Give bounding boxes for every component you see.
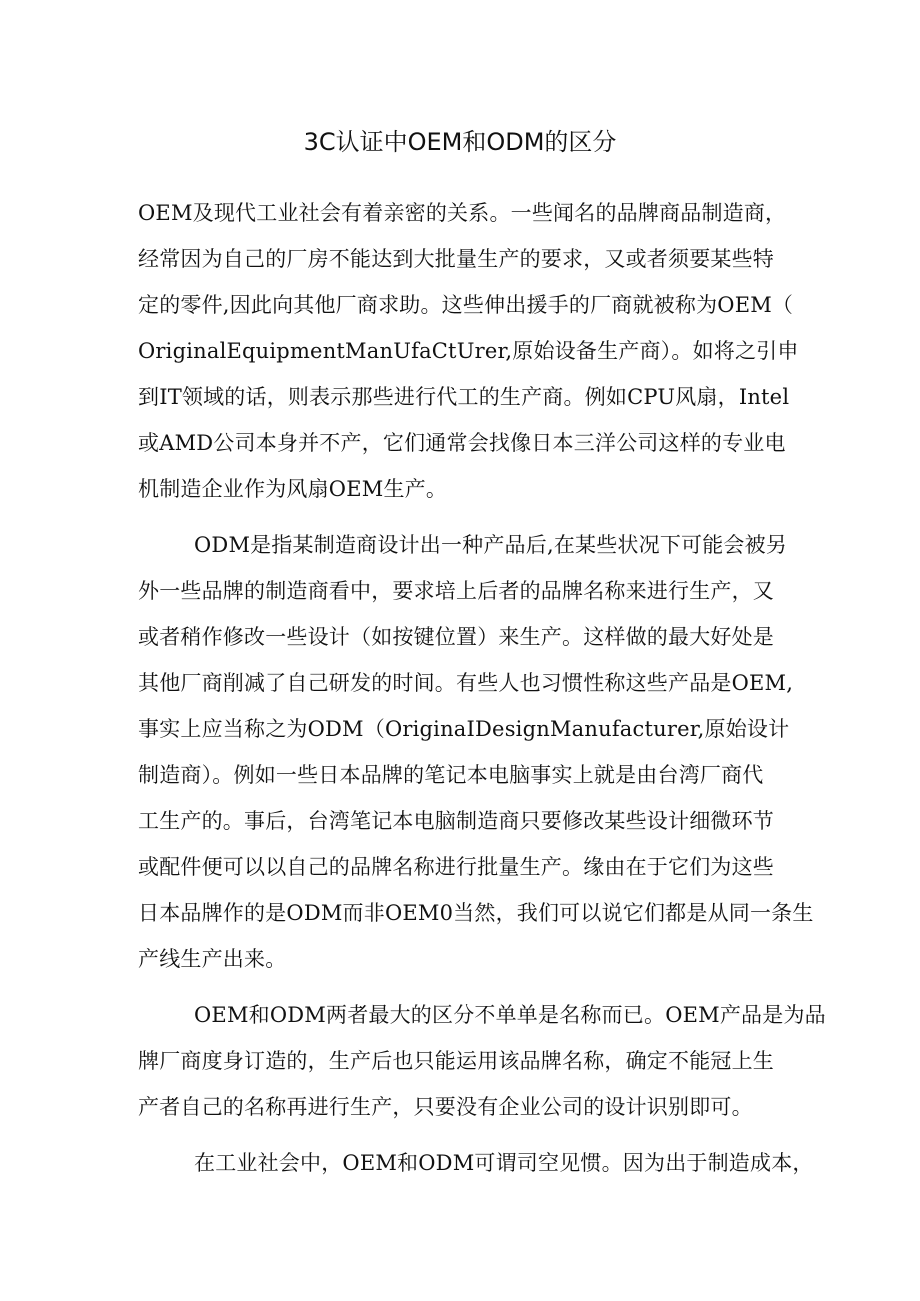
text-line: 经常因为自己的厂房不能达到大批量生产的要求，又或者须要某些特 (138, 247, 774, 271)
paragraph-oem-intro (138, 190, 799, 512)
text-line: 或AMD公司本身并不产，它们通常会找像日本三洋公司这样的专业电 (138, 431, 786, 455)
text-line: 产线生产出来。 (138, 947, 287, 971)
paragraph-industrial-society (138, 1140, 814, 1186)
text-line: 制造商）。例如一些日本品牌的笔记本电脑事实上就是由台湾厂商代 (138, 763, 764, 787)
text-line: 或者稍作修改一些设计（如按键位置）来生产。这样做的最大好处是 (138, 625, 774, 649)
text-line: 在工业社会中，OEM和ODM可谓司空见惯。因为出于制造成本， (194, 1151, 814, 1175)
text-line: 或配件便可以以自己的品牌名称进行批量生产。缘由在于它们为这些 (138, 855, 774, 879)
text-line: 工生产的。事后，台湾笔记本电脑制造商只要修改某些设计细微环节 (138, 809, 774, 833)
text-line: 产者自己的名称再进行生产，只要没有企业公司的设计识别即可。 (138, 1095, 753, 1119)
paragraph-odm-definition (138, 522, 814, 982)
text-line: 牌厂商度身订造的，生产后也只能运用该品牌名称，确定不能冠上生 (138, 1049, 774, 1073)
text-line: 定的零件,因此向其他厂商求助。这些伸出援手的厂商就被称为OEM（ (138, 293, 794, 317)
text-line: 其他厂商削减了自己研发的时间。有些人也习惯性称这些产品是OEM, (138, 671, 794, 695)
text-line: 外一些品牌的制造商看中，要求培上后者的品牌名称来进行生产，又 (138, 579, 774, 603)
text-line: 机制造企业作为风扇OEM生产。 (138, 477, 448, 501)
paragraph-difference (138, 992, 826, 1130)
text-line: ODM是指某制造商设计出一种产品后,在某些状况下可能会被另 (194, 533, 788, 557)
text-line: OEM及现代工业社会有着亲密的关系。一些闻名的品牌商品制造商， (138, 201, 787, 225)
text-line: OriginalEquipmentManUfaCtUrer,原始设备生产商）。如将之引申 (138, 339, 799, 363)
text-line: 事实上应当称之为ODM（OriginaIDesignManufacturer,原始设计 (138, 717, 790, 741)
document-title: 3C认证中OEM和ODM的区分 (303, 128, 617, 156)
document-body (138, 190, 826, 1196)
text-line: 日本品牌作的是ODM而非OEM0当然，我们可以说它们都是从同一条生 (138, 901, 814, 925)
text-line: 到IT领域的话，则表示那些进行代工的生产商。例如CPU风扇，Intel (138, 385, 790, 409)
text-line: OEM和ODM两者最大的区分不单单是名称而已。OEM产品是为品 (194, 1003, 826, 1027)
